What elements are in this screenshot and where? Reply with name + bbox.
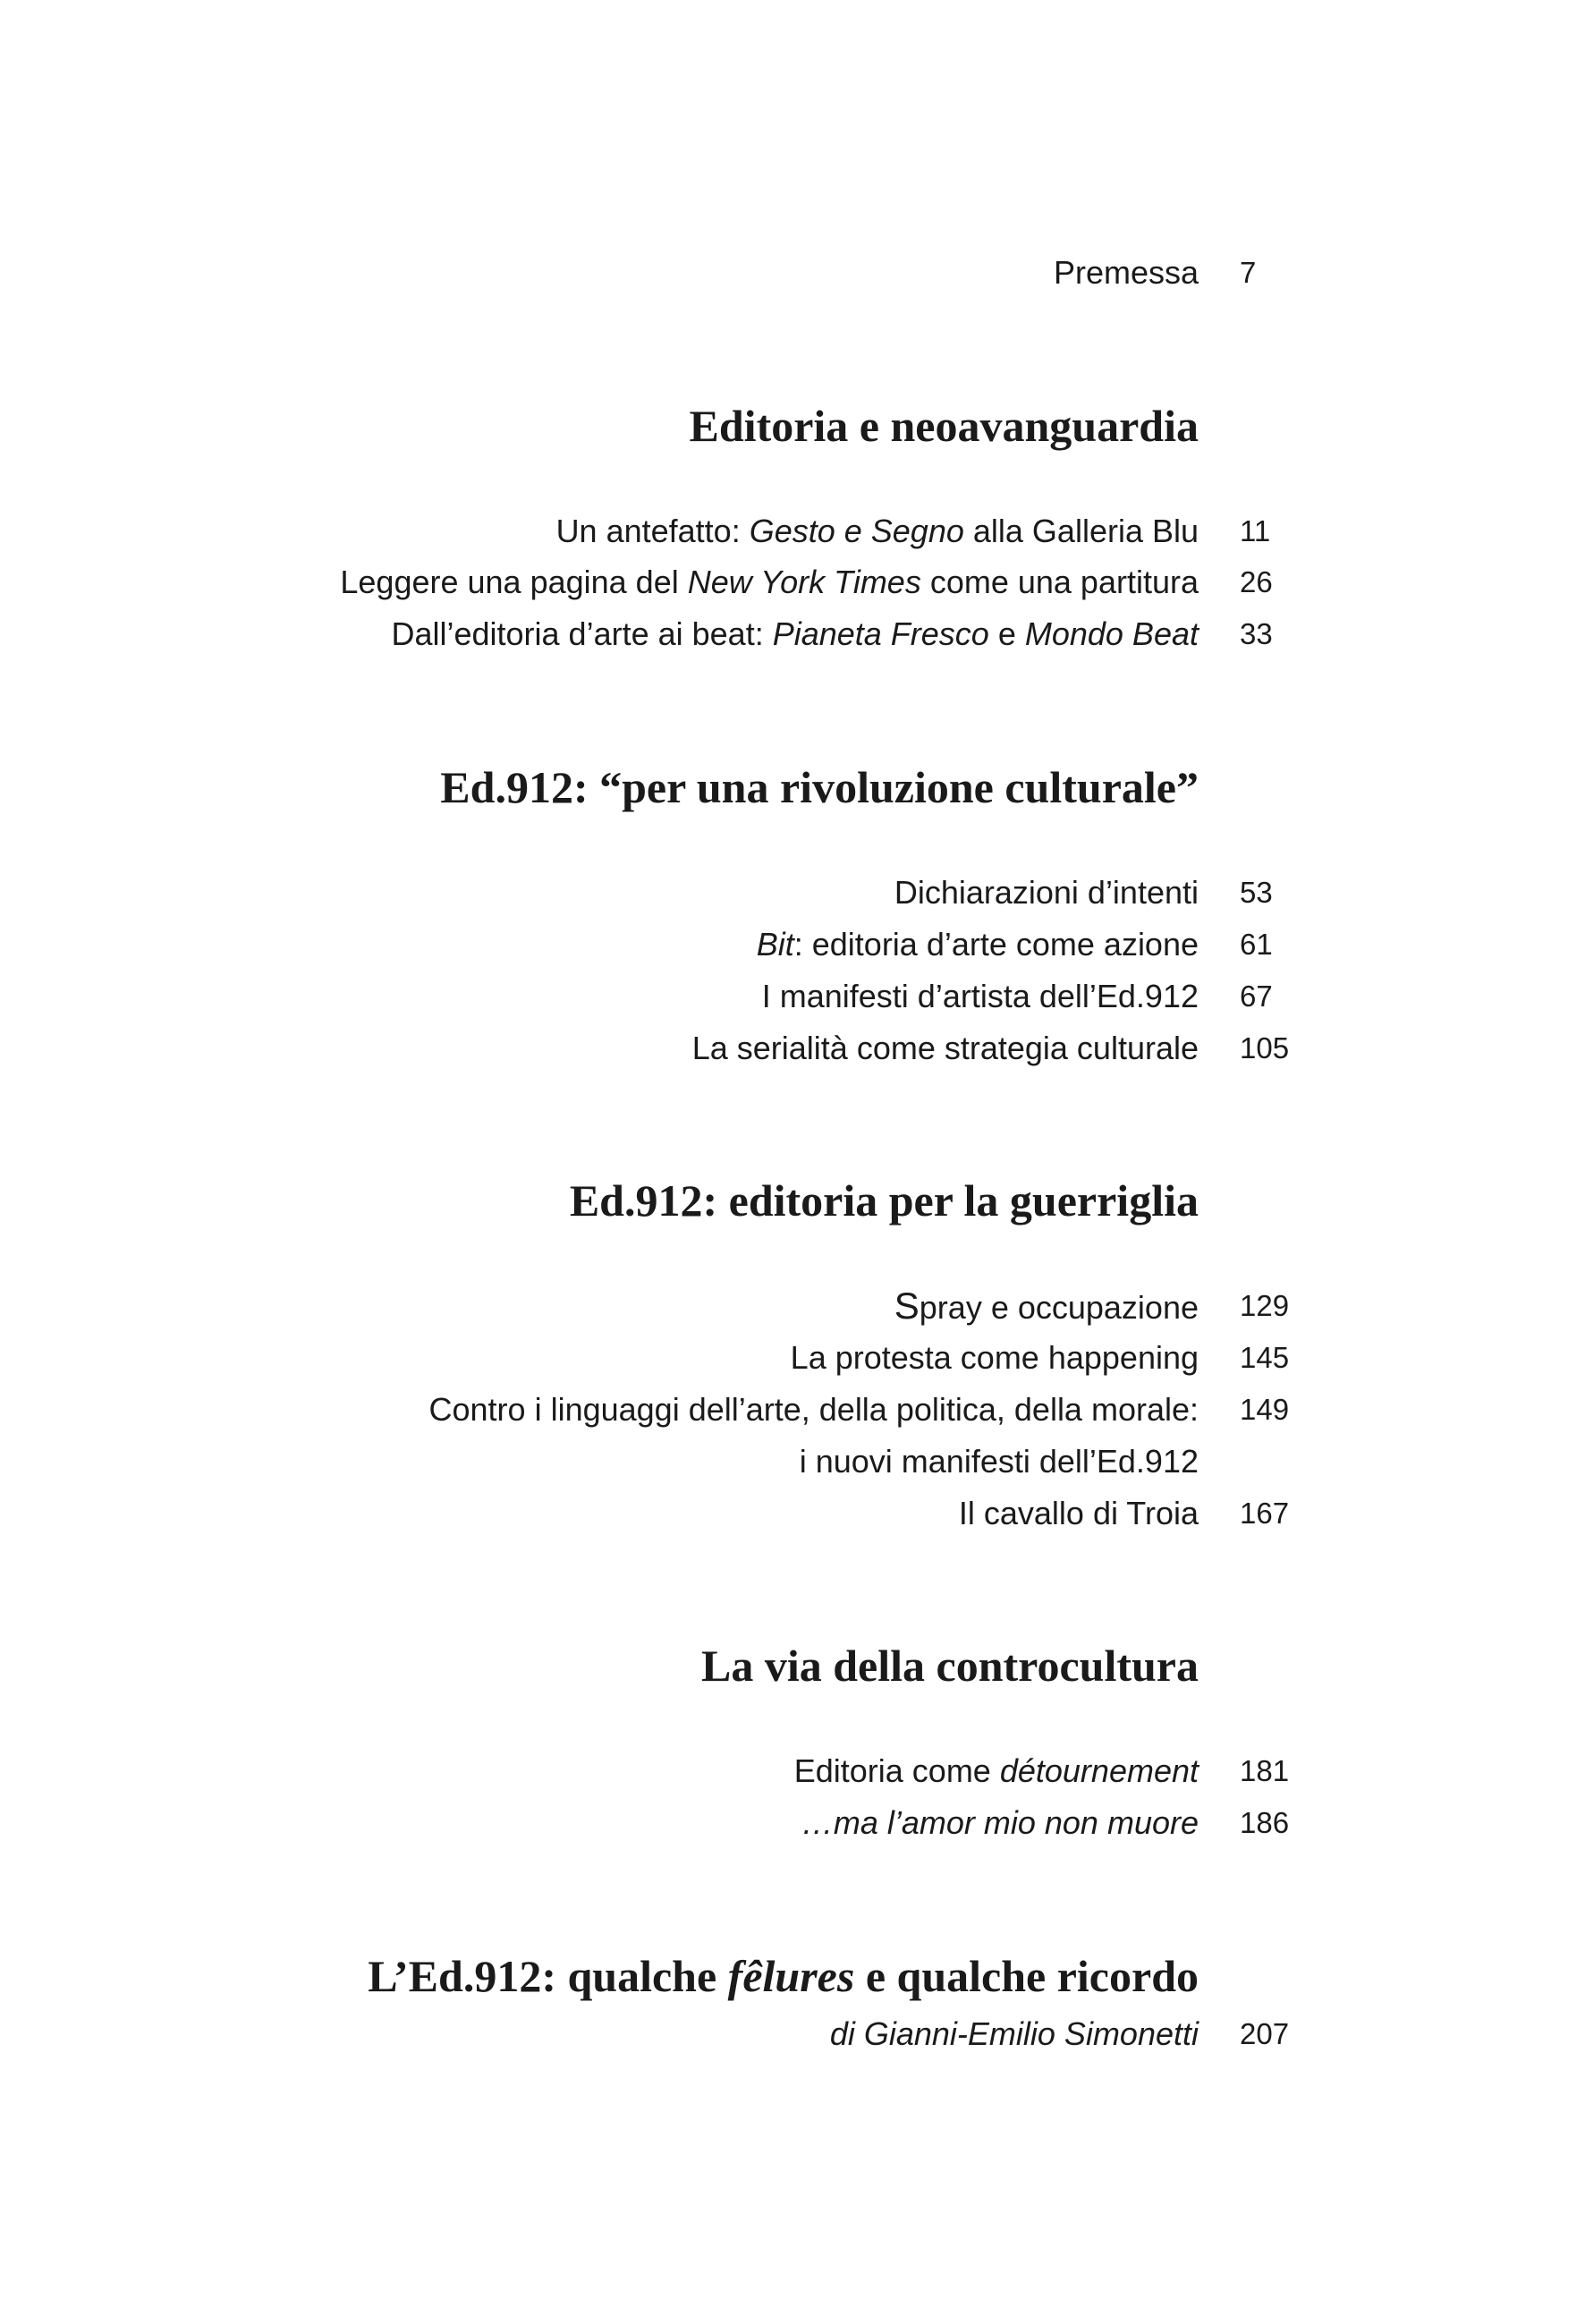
entry-title: Un antefatto: Gesto e Segno alla Galleria Blu (555, 513, 1199, 549)
page-number: 33 (1240, 617, 1273, 650)
page-number: 145 (1240, 1341, 1290, 1374)
page-number: 7 (1240, 256, 1257, 289)
section-title: La via della controcultura (700, 1641, 1199, 1691)
entry-title: Contro i linguaggi dell’arte, della politica, della morale: (428, 1391, 1199, 1428)
page-number: 181 (1240, 1754, 1290, 1787)
section-title: Ed.912: editoria per la guerriglia (569, 1175, 1199, 1226)
toc-entry (0, 503, 1585, 560)
entry-title: …ma l’amor mio non muore (801, 1804, 1199, 1841)
toc-entry (0, 864, 1585, 921)
entry-title: Dichiarazioni d’intenti (894, 874, 1199, 911)
section-heading-controcultura (0, 1633, 1585, 1698)
toc-entry (0, 606, 1585, 663)
page-number: 11 (1240, 514, 1271, 547)
section-heading-rivoluzione-culturale (0, 755, 1585, 819)
toc-entry-premessa (0, 244, 1585, 301)
entry-title: Spray e occupazione (894, 1285, 1199, 1327)
toc-entry (0, 1381, 1585, 1438)
toc-entry (0, 1277, 1585, 1335)
entry-title: I manifesti d’artista dell’Ed.912 (761, 978, 1199, 1014)
page-number: 53 (1240, 876, 1273, 909)
page-number: 167 (1240, 1497, 1290, 1530)
section-heading-editoria-neoavanguardia (0, 394, 1585, 458)
toc-entry (0, 1743, 1585, 1800)
section-title: Ed.912: “per una rivoluzione culturale” (440, 762, 1199, 812)
page-number: 149 (1240, 1393, 1290, 1426)
toc-entry (0, 1020, 1585, 1077)
entry-title: Leggere una pagina del New York Times come una partitura (340, 564, 1199, 600)
entry-title: La protesta come happening (790, 1339, 1199, 1376)
section-title: Editoria e neoavanguardia (689, 401, 1199, 451)
entry-title: Dall’editoria d’arte ai beat: Pianeta Fresco e Mondo Beat (391, 615, 1199, 652)
toc-entry-continuation (0, 1433, 1585, 1490)
page-number: 26 (1240, 565, 1273, 598)
toc-entry (0, 1329, 1585, 1387)
toc-entry (0, 1794, 1585, 1852)
entry-title: Premessa (1053, 254, 1199, 291)
entry-author: di Gianni-Emilio Simonetti (829, 2015, 1199, 2052)
toc-entry (0, 916, 1585, 973)
page-number: 61 (1240, 928, 1273, 961)
toc-entry (0, 554, 1585, 611)
page-number: 105 (1240, 1031, 1290, 1064)
toc-entry (0, 1485, 1585, 1542)
page-number: 129 (1240, 1289, 1290, 1322)
entry-title: Il cavallo di Troia (958, 1495, 1199, 1531)
page-number: 186 (1240, 1806, 1290, 1839)
page-number: 207 (1240, 2017, 1290, 2050)
page-number: 67 (1240, 980, 1273, 1013)
section-heading-guerriglia (0, 1168, 1585, 1233)
entry-title: Bit: editoria d’arte come azione (756, 926, 1199, 963)
entry-title: Editoria come détournement (793, 1752, 1199, 1789)
toc-entry (0, 968, 1585, 1025)
section-heading-felures (0, 1944, 1585, 2008)
entry-title: i nuovi manifesti dell’Ed.912 (799, 1443, 1199, 1480)
section-title: L’Ed.912: qualche fêlures e qualche ricordo (368, 1951, 1199, 2001)
toc-entry-author (0, 2006, 1585, 2063)
entry-title: La serialità come strategia culturale (691, 1030, 1199, 1066)
